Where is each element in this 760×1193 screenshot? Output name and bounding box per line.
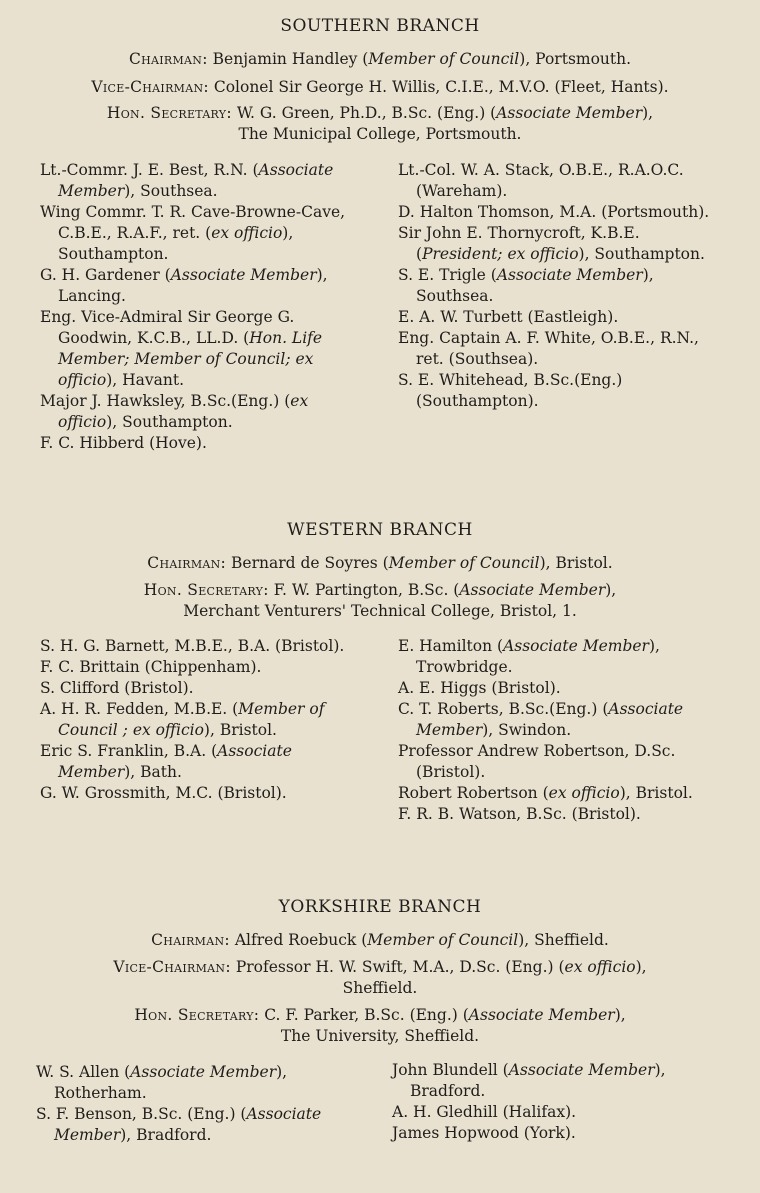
southern-hon-secretary-role: Hon. Secretary: xyxy=(106,104,232,122)
southern-vice-chairman xyxy=(0,77,760,98)
member-entry: Robert Robertson (ex officio), Bristol. xyxy=(398,784,693,802)
western-hon-secretary-punct: ), xyxy=(605,581,617,599)
member-entry: C. T. Roberts, B.Sc.(Eng.) (Associate Member), Swindon. xyxy=(398,700,684,739)
yorkshire-chairman xyxy=(0,930,760,951)
yorkshire-vice-chairman-punct: ), xyxy=(635,958,647,976)
member-entry: A. E. Higgs (Bristol). xyxy=(398,679,561,697)
southern-members-right xyxy=(398,160,722,412)
yorkshire-chairman-place: ), Sheffield. xyxy=(518,931,609,949)
member-entry: S. F. Benson, B.Sc. (Eng.) (Associate Member), Bradford. xyxy=(36,1105,322,1144)
yorkshire-members-left xyxy=(36,1062,358,1146)
member-entry: G. W. Grossmith, M.C. (Bristol). xyxy=(40,784,287,802)
western-members-left xyxy=(40,636,362,804)
southern-chairman-place: ), Portsmouth. xyxy=(519,50,632,68)
member-entry: Eng. Captain A. F. White, O.B.E., R.N., ret. (Southsea). xyxy=(398,329,699,368)
southern-chairman xyxy=(0,49,760,70)
western-chairman-name: Bernard de Soyres ( xyxy=(226,554,389,572)
member-entry: F. R. B. Watson, B.Sc. (Bristol). xyxy=(398,805,641,823)
yorkshire-chairman-note: Member of Council xyxy=(367,931,519,949)
member-entry: James Hopwood (York). xyxy=(392,1124,576,1142)
southern-chairman-note: Member of Council xyxy=(368,50,520,68)
western-branch-title: WESTERN BRANCH xyxy=(287,520,473,540)
member-entry: W. S. Allen (Associate Member), Rotherham. xyxy=(36,1063,288,1102)
southern-hon-secretary-address: The Municipal College, Portsmouth. xyxy=(238,125,522,143)
yorkshire-hon-secretary-punct: ), xyxy=(614,1006,626,1024)
yorkshire-vice-chairman-place: Sheffield. xyxy=(342,979,418,997)
member-entry: A. H. R. Fedden, M.B.E. (Member of Council ; ex officio), Bristol. xyxy=(40,700,325,739)
member-entry: Sir John E. Thornycroft, K.B.E. (President; ex officio), Southampton. xyxy=(398,224,705,263)
member-entry: Wing Commr. T. R. Cave-Browne-Cave, C.B.E., R.A.F., ret. (ex officio), Southampton. xyxy=(40,203,346,263)
yorkshire-hon-secretary-address: The University, Sheffield. xyxy=(280,1027,480,1045)
western-members-right xyxy=(398,636,722,825)
southern-hon-secretary-name: W. G. Green, Ph.D., B.Sc. (Eng.) ( xyxy=(231,104,497,122)
yorkshire-branch-title: YORKSHIRE BRANCH xyxy=(278,897,482,917)
southern-hon-secretary xyxy=(0,103,760,145)
yorkshire-hon-secretary-note: Associate Member xyxy=(468,1006,615,1024)
western-chairman-note: Member of Council xyxy=(388,554,540,572)
southern-members-left xyxy=(40,160,362,454)
western-chairman xyxy=(0,553,760,574)
western-chairman-role: Chairman: xyxy=(147,554,227,572)
southern-vice-chairman-name: Colonel Sir George H. Willis, C.I.E., M.V.O. (Fleet, Hants). xyxy=(208,78,669,96)
western-hon-secretary-address: Merchant Venturers' Technical College, Bristol, 1. xyxy=(183,602,577,620)
yorkshire-vice-chairman xyxy=(0,957,760,999)
member-entry: F. C. Hibberd (Hove). xyxy=(40,434,207,452)
western-chairman-place: ), Bristol. xyxy=(539,554,613,572)
member-entry: Professor Andrew Robertson, D.Sc. (Bristol). xyxy=(398,742,676,781)
yorkshire-hon-secretary-role: Hon. Secretary: xyxy=(134,1006,260,1024)
yorkshire-vice-chairman-name: Professor H. W. Swift, M.A., D.Sc. (Eng.) ( xyxy=(230,958,565,976)
member-entry: Lt.-Commr. J. E. Best, R.N. (Associate Member), Southsea. xyxy=(40,161,334,200)
member-entry: John Blundell (Associate Member), Bradford. xyxy=(392,1061,666,1100)
member-entry: S. E. Trigle (Associate Member), Southsea. xyxy=(398,266,654,305)
yorkshire-hon-secretary xyxy=(0,1005,760,1047)
member-entry: S. H. G. Barnett, M.B.E., B.A. (Bristol). xyxy=(40,637,345,655)
member-entry: E. Hamilton (Associate Member), Trowbridge. xyxy=(398,637,660,676)
member-entry: E. A. W. Turbett (Eastleigh). xyxy=(398,308,619,326)
member-entry: Eric S. Franklin, B.A. (Associate Member), Bath. xyxy=(40,742,292,781)
member-entry: A. H. Gledhill (Halifax). xyxy=(392,1103,577,1121)
member-entry: Major J. Hawksley, B.Sc.(Eng.) (ex officio), Southampton. xyxy=(40,392,309,431)
southern-branch-title: SOUTHERN BRANCH xyxy=(280,16,480,36)
yorkshire-vice-chairman-note: ex officio xyxy=(564,958,636,976)
member-entry: F. C. Brittain (Chippenham). xyxy=(40,658,262,676)
western-hon-secretary-name: F. W. Partington, B.Sc. ( xyxy=(268,581,460,599)
yorkshire-members-right xyxy=(392,1060,722,1144)
member-entry: G. H. Gardener (Associate Member), Lancing. xyxy=(40,266,328,305)
southern-chairman-name: Benjamin Handley ( xyxy=(207,50,369,68)
member-entry: Eng. Vice-Admiral Sir George G. Goodwin, K.C.B., LL.D. (Hon. Life Member; Member of Council; ex officio), Havant. xyxy=(40,308,323,389)
yorkshire-hon-secretary-name: C. F. Parker, B.Sc. (Eng.) ( xyxy=(259,1006,469,1024)
southern-hon-secretary-note: Associate Member xyxy=(496,104,643,122)
southern-vice-chairman-role: Vice-Chairman: xyxy=(91,78,209,96)
member-entry: D. Halton Thomson, M.A. (Portsmouth). xyxy=(398,203,710,221)
southern-hon-secretary-punct: ), xyxy=(642,104,654,122)
southern-chairman-role: Chairman: xyxy=(128,50,208,68)
yorkshire-chairman-name: Alfred Roebuck ( xyxy=(229,931,368,949)
yorkshire-chairman-role: Chairman: xyxy=(151,931,230,949)
member-entry: S. Clifford (Bristol). xyxy=(40,679,194,697)
member-entry: Lt.-Col. W. A. Stack, O.B.E., R.A.O.C. (Wareham). xyxy=(398,161,684,200)
member-entry: S. E. Whitehead, B.Sc.(Eng.) (Southampton). xyxy=(398,371,623,410)
yorkshire-vice-chairman-role: Vice-Chairman: xyxy=(113,958,231,976)
western-hon-secretary-role: Hon. Secretary: xyxy=(143,581,269,599)
western-hon-secretary-note: Associate Member xyxy=(459,581,606,599)
western-hon-secretary xyxy=(0,580,760,622)
